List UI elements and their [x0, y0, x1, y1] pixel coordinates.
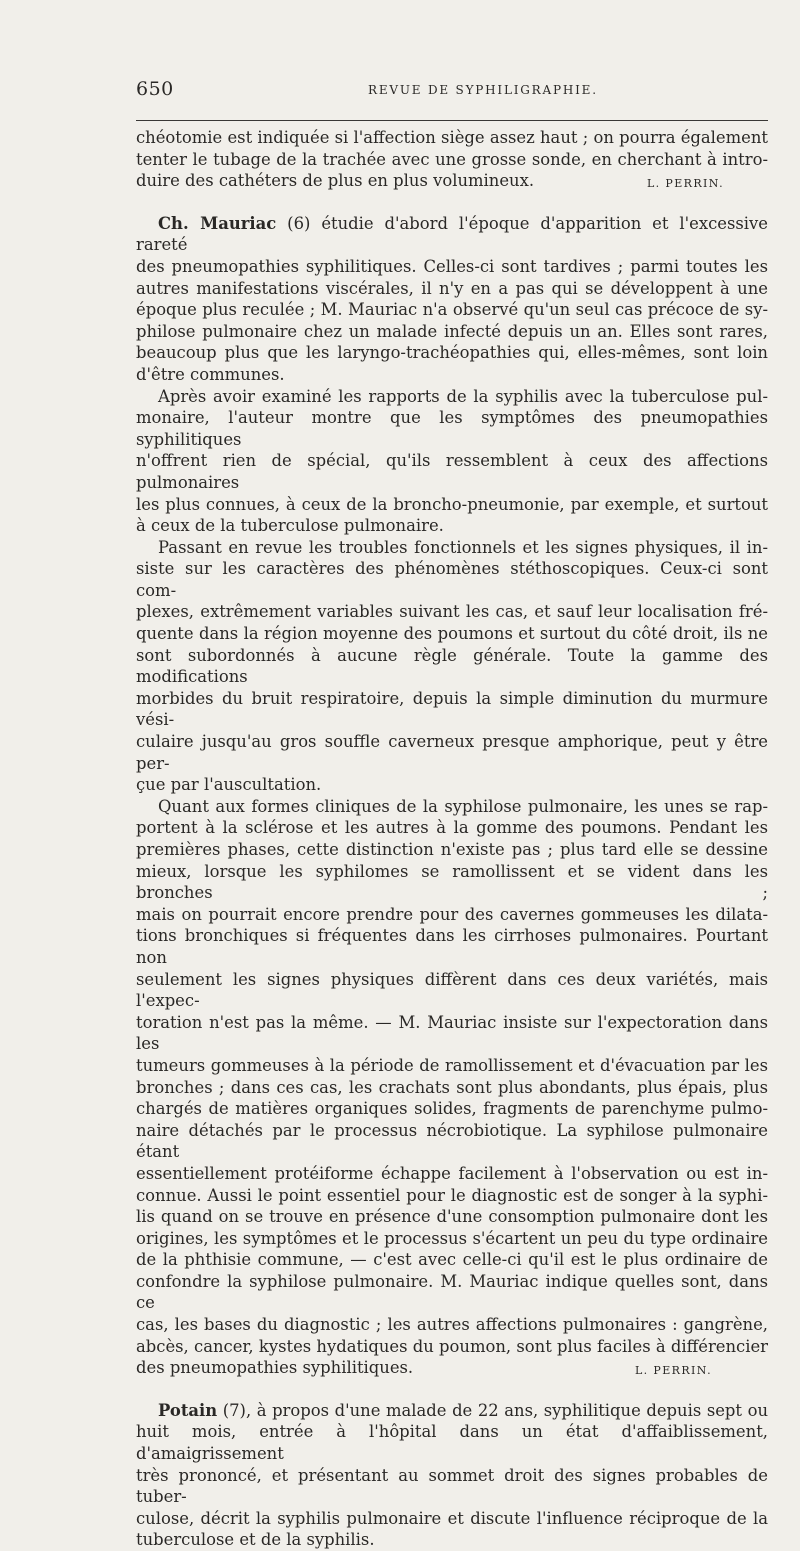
text-line: origines, les symptômes et le processus s'écartent un peu du type ordinaire [136, 1228, 768, 1248]
text-line: mais on pourrait encore prendre pour des cavernes gommeuses les dilata- [136, 904, 768, 924]
text-line: morbides du bruit respiratoire, depuis la simple diminution du murmure vési- [136, 688, 768, 730]
text-line: chéotomie est indiquée si l'affection siège assez haut ; on pourra également [136, 128, 768, 147]
text-line: à ceux de la tuberculose pulmonaire. [136, 516, 444, 536]
text-line: de la phthisie commune, — c'est avec celle-ci qu'il est le plus ordinaire de [136, 1250, 768, 1270]
text-line: chargés de matières organiques solides, fragments de parenchyme pulmo- [136, 1099, 768, 1119]
text-line: lis quand on se trouve en présence d'une consomption pulmonaire dont les [136, 1207, 768, 1227]
text-line: culose, décrit la syphilis pulmonaire et discute l'influence réciproque de la [136, 1508, 768, 1528]
text-line: siste sur les caractères des phénomènes stéthoscopiques. Ceux-ci sont com- [136, 559, 768, 600]
text-line: naire détachés par le processus nécrobiotique. La syphilose pulmonaire étant [136, 1120, 768, 1162]
text-line: quente dans la région moyenne des poumons et surtout du côté droit, ils ne [136, 624, 768, 644]
signature: L. PERRIN. [634, 1364, 712, 1378]
text-line: culaire jusqu'au gros souffle caverneux presque amphorique, peut y être per- [136, 732, 768, 773]
header-rule [136, 120, 768, 121]
text-line: abcès, cancer, kystes hydatiques du poumon, sont plus faciles à différencier [136, 1336, 768, 1356]
text-line: confondre la syphilose pulmonaire. M. Mauriac indique quelles sont, dans ce [136, 1271, 768, 1313]
text-line: sont subordonnés à aucune règle générale. Toute la gamme des modifications [136, 645, 768, 687]
text-line: duire des cathéters de plus en plus volumineux. [136, 171, 535, 191]
text-line [136, 170, 768, 192]
text-line: (6) étudie d'abord l'époque d'apparition et l'excessive rareté [136, 213, 768, 255]
section-gap [136, 195, 768, 213]
text-line: bronches ; dans ces cas, les crachats sont plus abondants, plus épais, plus [136, 1077, 768, 1097]
article-potain [136, 1400, 768, 1551]
text-line: tumeurs gommeuses à la période de ramollissement et d'évacuation par les [136, 1055, 768, 1075]
article-mauriac [136, 213, 768, 1382]
author-name: Ch. Mauriac [158, 213, 277, 233]
text-line: des pneumopathies syphilitiques. Celles-ci sont tardives ; parmi toutes les [136, 256, 768, 276]
text-line: très prononcé, et présentant au sommet droit des signes probables de tuber- [136, 1465, 768, 1507]
text-line: autres manifestations viscérales, il n'y en a pas qui se développent à une [136, 278, 768, 298]
journal-title: REVUE DE SYPHILIGRAPHIE. [368, 83, 598, 97]
text-line: connue. Aussi le point essentiel pour le diagnostic est de songer à la syphi- [136, 1185, 768, 1205]
text-line: toration n'est pas la même. — M. Mauriac insiste sur l'expectoration dans les [136, 1012, 768, 1054]
text-line: premières phases, cette distinction n'existe pas ; plus tard elle se dessine [136, 840, 768, 859]
text-line: portent à la sclérose et les autres à la gomme des poumons. Pendant les [136, 818, 768, 838]
text-line: Quant aux formes cliniques de la syphilose pulmonaire, les unes se rap- [158, 796, 768, 816]
text-line: huit mois, entrée à l'hôpital dans un état d'affaiblissement, d'amaigrissement [136, 1422, 768, 1464]
text-line: tenter le tubage de la trachée avec une grosse sonde, en cherchant à intro- [136, 149, 768, 169]
article-continuation [136, 127, 768, 195]
text-line: Après avoir examiné les rapports de la syphilis avec la tuberculose pul- [158, 386, 768, 406]
text-line: cas, les bases du diagnostic ; les autres affections pulmonaires : gangrène, [136, 1315, 768, 1335]
text-line: époque plus reculée ; M. Mauriac n'a observé qu'un seul cas précoce de sy- [136, 300, 768, 320]
text-line: tuberculose et de la syphilis. [136, 1530, 375, 1550]
text-line: des pneumopathies syphilitiques. [136, 1358, 414, 1378]
text-line: plexes, extrêmement variables suivant les cas, et sauf leur localisation fré- [136, 602, 768, 622]
paragraph-first-line [136, 213, 768, 256]
text-line: seulement les signes physiques diffèrent dans ces deux variétés, mais l'expec- [136, 969, 768, 1011]
body-text [136, 127, 768, 1551]
text-line: tions bronchiques si fréquentes dans les cirrhoses pulmonaires. Pourtant non [136, 926, 768, 967]
text-line [136, 1357, 768, 1379]
text-line: n'offrent rien de spécial, qu'ils ressemblent à ceux des affections pulmonaires [136, 451, 768, 492]
text-line: beaucoup plus que les laryngo-trachéopathies qui, elles-mêmes, sont loin [136, 343, 768, 363]
signature: L. PERRIN. [646, 177, 724, 191]
text-line: Passant en revue les troubles fonctionnels et les signes physiques, il in- [158, 537, 768, 557]
text-line: (7), à propos d'une malade de 22 ans, syphilitique depuis sept ou [222, 1400, 768, 1420]
paragraph-first-line [136, 1400, 768, 1422]
text-line: d'être communes. [136, 364, 285, 384]
page-number: 650 [136, 78, 174, 100]
text-line: mieux, lorsque les syphilomes se ramollissent et se vident dans les bronches ; [136, 861, 768, 903]
section-gap [136, 1382, 768, 1400]
text-line: les plus connues, à ceux de la broncho-pneumonie, par exemple, et surtout [136, 494, 768, 514]
text-line: essentiellement protéiforme échappe facilement à l'observation ou est in- [136, 1163, 768, 1183]
text-line: philose pulmonaire chez un malade infecté depuis un an. Elles sont rares, [136, 321, 768, 341]
author-name: Potain [158, 1400, 218, 1420]
text-line: çue par l'auscultation. [136, 775, 322, 795]
running-head [136, 78, 768, 104]
text-line: monaire, l'auteur montre que les symptômes des pneumopathies syphilitiques [136, 408, 768, 449]
